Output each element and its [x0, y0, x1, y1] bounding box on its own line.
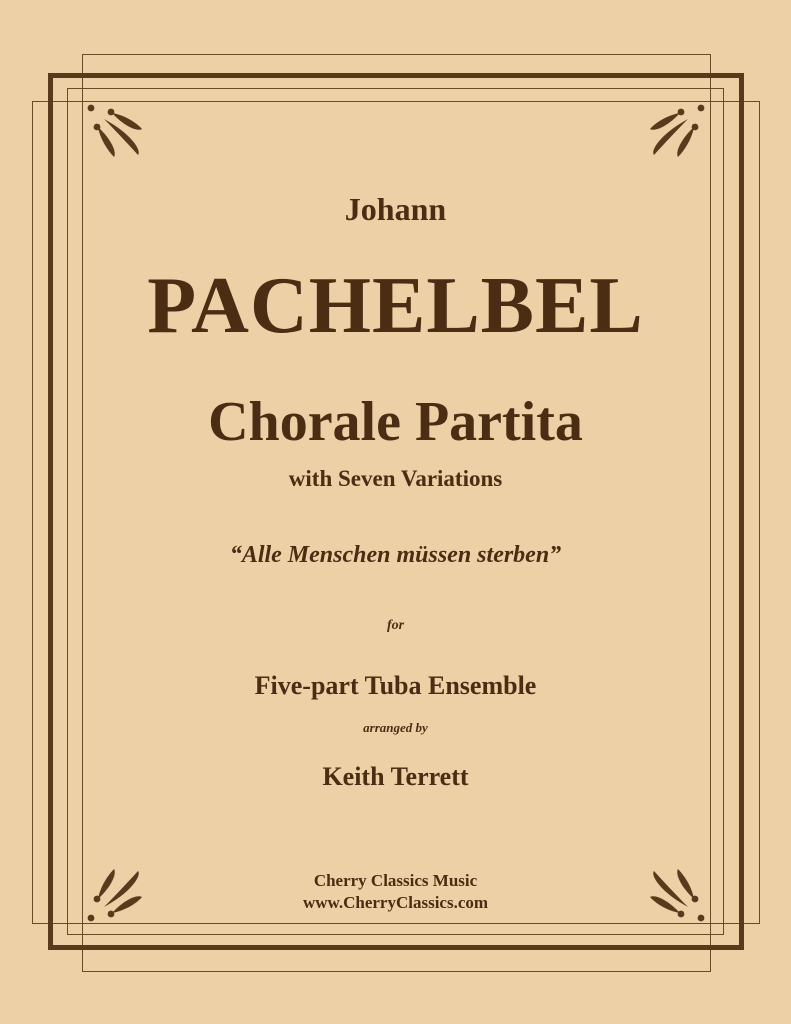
work-subtitle: with Seven Variations [288, 466, 503, 491]
composer-first-name: Johann [344, 191, 447, 227]
leaf-sprig-icon [644, 99, 708, 163]
for-label: for [386, 618, 405, 633]
publisher-website: www.CherryClassics.com [302, 893, 489, 912]
composer-last-name: PACHELBEL [147, 262, 644, 350]
ensemble-name: Five-part Tuba Ensemble [254, 671, 537, 700]
arranged-by-label: arranged by [363, 720, 428, 735]
arranger-name: Keith Terrett [322, 762, 469, 791]
chorale-name: “Alle Menschen müssen sterben” [229, 542, 562, 568]
leaf-sprig-icon [84, 99, 148, 163]
publisher-name: Cherry Classics Music [313, 871, 478, 890]
work-title: Chorale Partita [208, 391, 583, 453]
